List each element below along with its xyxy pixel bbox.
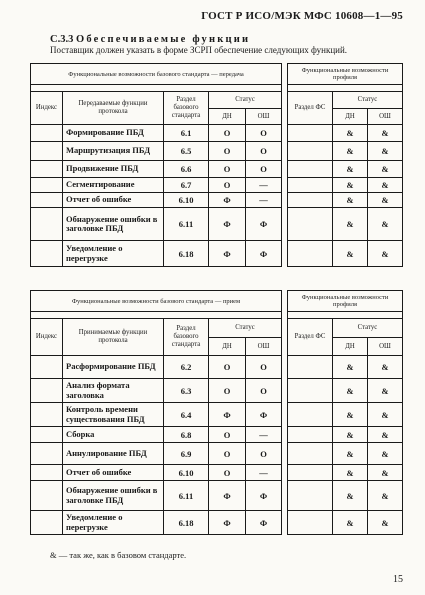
cell-status-osh: & (368, 178, 403, 193)
table-row (31, 241, 282, 267)
table-row (31, 379, 282, 403)
table-row (288, 443, 403, 465)
table-row (31, 125, 282, 142)
cell-status-osh: & (368, 443, 403, 465)
cell-status-osh: — (246, 465, 282, 481)
cell-status-osh: & (368, 356, 403, 379)
cell-status-dn: & (333, 241, 368, 267)
section-heading (50, 34, 250, 45)
cell-section (288, 403, 333, 427)
footnote: & — так же, как в базовом стандарте. (50, 550, 187, 560)
cell-function-name: Аннулирование ПБД (63, 443, 164, 465)
table-row (31, 443, 282, 465)
col-header-section: Раздел базового стандарта (164, 319, 209, 356)
table-row (31, 193, 282, 208)
col-header-index: Индекс (31, 92, 63, 125)
cell-status-osh: Ф (246, 481, 282, 511)
cell-status-osh: Ф (246, 403, 282, 427)
col-header-index: Индекс (31, 319, 63, 356)
table-row (288, 193, 403, 208)
cell-section: 6.11 (164, 208, 209, 241)
cell-status-dn: Ф (209, 403, 246, 427)
cell-status-dn: & (333, 178, 368, 193)
spacer-row (288, 85, 403, 92)
cell-status-osh: & (368, 142, 403, 161)
cell-status-dn: & (333, 161, 368, 178)
table-title: Функциональные возможности профиля (288, 291, 403, 312)
cell-section: 6.11 (164, 481, 209, 511)
document-header: ГОСТ Р ИСО/МЭК МФС 10608—1—95 (201, 10, 403, 22)
cell-function-name: Обнаружение ошибки в заголовке ПБД (63, 208, 164, 241)
cell-status-dn: & (333, 379, 368, 403)
table-row (31, 427, 282, 443)
cell-function-name: Отчет об ошибке (63, 193, 164, 208)
cell-section (288, 161, 333, 178)
spacer-row (31, 85, 282, 92)
cell-index (31, 403, 63, 427)
cell-section (288, 241, 333, 267)
cell-status-dn: & (333, 142, 368, 161)
cell-index (31, 161, 63, 178)
col-header-dn: ДН (333, 338, 368, 356)
cell-status-dn: О (209, 125, 246, 142)
cell-status-osh: О (246, 125, 282, 142)
cell-index (31, 241, 63, 267)
table-row (31, 142, 282, 161)
cell-status-osh: О (246, 443, 282, 465)
cell-function-name: Обнаружение ошибки в заголовке ПБД (63, 481, 164, 511)
profile-transmit-table (287, 63, 403, 267)
cell-section (288, 481, 333, 511)
cell-status-dn: & (333, 443, 368, 465)
table-title: Функциональные возможности базового стандарта — прием (31, 291, 282, 312)
cell-function-name: Отчет об ошибке (63, 465, 164, 481)
table-row (31, 356, 282, 379)
cell-index (31, 379, 63, 403)
cell-index (31, 125, 63, 142)
cell-status-dn: Ф (209, 193, 246, 208)
cell-status-osh: О (246, 142, 282, 161)
table-row (288, 161, 403, 178)
col-header-section: Раздел базового стандарта (164, 92, 209, 125)
table-row (31, 465, 282, 481)
cell-status-osh: — (246, 427, 282, 443)
cell-index (31, 481, 63, 511)
cell-status-osh: & (368, 379, 403, 403)
cell-section: 6.3 (164, 379, 209, 403)
profile-receive-table (287, 290, 403, 535)
table-row (288, 125, 403, 142)
cell-section (288, 465, 333, 481)
cell-status-dn: О (209, 161, 246, 178)
cell-status-dn: & (333, 208, 368, 241)
cell-index (31, 465, 63, 481)
cell-status-osh: Ф (246, 511, 282, 535)
cell-section: 6.4 (164, 403, 209, 427)
cell-section (288, 427, 333, 443)
col-header-status: Статус (333, 319, 403, 338)
cell-status-dn: & (333, 356, 368, 379)
col-header-status: Статус (209, 92, 282, 109)
cell-status-dn: & (333, 403, 368, 427)
cell-section (288, 178, 333, 193)
cell-status-osh: О (246, 379, 282, 403)
cell-status-dn: О (209, 379, 246, 403)
cell-index (31, 427, 63, 443)
cell-section: 6.8 (164, 427, 209, 443)
cell-status-dn: О (209, 427, 246, 443)
table-title: Функциональные возможности профиля (288, 64, 403, 85)
cell-section: 6.10 (164, 193, 209, 208)
cell-section (288, 443, 333, 465)
cell-index (31, 511, 63, 535)
col-header-dn: ДН (333, 109, 368, 125)
cell-function-name: Анализ формата заголовка (63, 379, 164, 403)
cell-status-osh: & (368, 208, 403, 241)
cell-function-name: Формирование ПБД (63, 125, 164, 142)
cell-section (288, 125, 333, 142)
table-row (31, 208, 282, 241)
col-header-section: Раздел ФС (288, 319, 333, 356)
col-header-status: Статус (209, 319, 282, 338)
cell-status-osh: & (368, 427, 403, 443)
section-title: Обеспечиваемые функции (75, 34, 251, 45)
table-row (288, 427, 403, 443)
cell-status-osh: & (368, 403, 403, 427)
base-standard-receive-table (30, 290, 282, 535)
col-header-dn: ДН (209, 338, 246, 356)
cell-status-dn: О (209, 142, 246, 161)
cell-section: 6.5 (164, 142, 209, 161)
table-row (31, 403, 282, 427)
cell-function-name: Расформирование ПБД (63, 356, 164, 379)
cell-status-dn: Ф (209, 511, 246, 535)
col-header-function: Принимаемые функции протокола (63, 319, 164, 356)
cell-section (288, 208, 333, 241)
cell-function-name: Уведомление о перегрузке (63, 511, 164, 535)
cell-status-osh: О (246, 356, 282, 379)
cell-status-dn: Ф (209, 208, 246, 241)
table-row (288, 481, 403, 511)
cell-status-osh: & (368, 193, 403, 208)
table-row (288, 511, 403, 535)
table-title: Функциональные возможности базового стандарта — передача (31, 64, 282, 85)
cell-status-osh: & (368, 465, 403, 481)
base-standard-transmit-table (30, 63, 282, 267)
cell-status-osh: Ф (246, 241, 282, 267)
cell-status-osh: — (246, 193, 282, 208)
cell-status-dn: О (209, 356, 246, 379)
cell-function-name: Сборка (63, 427, 164, 443)
cell-section: 6.7 (164, 178, 209, 193)
intro-text: Поставщик должен указать в форме ЗСРП обеспечение следующих функций. (50, 45, 348, 55)
table-row (288, 379, 403, 403)
cell-index (31, 193, 63, 208)
cell-index (31, 356, 63, 379)
cell-section (288, 142, 333, 161)
cell-status-dn: О (209, 465, 246, 481)
cell-section: 6.2 (164, 356, 209, 379)
col-header-osh: ОШ (246, 338, 282, 356)
cell-section: 6.10 (164, 465, 209, 481)
table-row (31, 511, 282, 535)
col-header-dn: ДН (209, 109, 246, 125)
cell-section: 6.18 (164, 511, 209, 535)
col-header-osh: ОШ (368, 338, 403, 356)
cell-function-name: Уведомление о перегрузке (63, 241, 164, 267)
col-header-osh: ОШ (246, 109, 282, 125)
table-row (288, 241, 403, 267)
cell-section (288, 193, 333, 208)
cell-status-osh: — (246, 178, 282, 193)
table-row (288, 356, 403, 379)
spacer-row (288, 312, 403, 319)
cell-section (288, 511, 333, 535)
cell-status-osh: & (368, 481, 403, 511)
cell-section (288, 356, 333, 379)
table-row (288, 142, 403, 161)
table-row (288, 208, 403, 241)
table-row (288, 403, 403, 427)
cell-status-dn: О (209, 443, 246, 465)
cell-index (31, 443, 63, 465)
table-row (31, 178, 282, 193)
cell-status-dn: & (333, 427, 368, 443)
page-number: 15 (393, 574, 403, 585)
table-row (31, 161, 282, 178)
table-row (288, 178, 403, 193)
cell-status-dn: & (333, 125, 368, 142)
cell-status-osh: О (246, 161, 282, 178)
cell-section: 6.1 (164, 125, 209, 142)
cell-status-dn: Ф (209, 481, 246, 511)
cell-status-dn: Ф (209, 241, 246, 267)
cell-index (31, 142, 63, 161)
cell-function-name: Сегментирование (63, 178, 164, 193)
cell-function-name: Контроль времени существования ПБД (63, 403, 164, 427)
cell-status-dn: & (333, 193, 368, 208)
table-row (31, 481, 282, 511)
col-header-osh: ОШ (368, 109, 403, 125)
cell-status-dn: & (333, 481, 368, 511)
cell-status-dn: & (333, 465, 368, 481)
cell-status-dn: & (333, 511, 368, 535)
cell-status-osh: & (368, 161, 403, 178)
cell-index (31, 178, 63, 193)
cell-section: 6.9 (164, 443, 209, 465)
cell-section: 6.18 (164, 241, 209, 267)
cell-status-osh: & (368, 511, 403, 535)
cell-status-dn: О (209, 178, 246, 193)
col-header-function: Передаваемые функции протокола (63, 92, 164, 125)
cell-index (31, 208, 63, 241)
col-header-status: Статус (333, 92, 403, 109)
cell-section (288, 379, 333, 403)
table-row (288, 465, 403, 481)
cell-function-name: Маршрутизация ПБД (63, 142, 164, 161)
cell-function-name: Продвижение ПБД (63, 161, 164, 178)
col-header-section: Раздел ФС (288, 92, 333, 125)
cell-status-osh: & (368, 241, 403, 267)
section-number: С.3.3 (50, 34, 74, 45)
cell-status-osh: & (368, 125, 403, 142)
spacer-row (31, 312, 282, 319)
cell-section: 6.6 (164, 161, 209, 178)
cell-status-osh: Ф (246, 208, 282, 241)
